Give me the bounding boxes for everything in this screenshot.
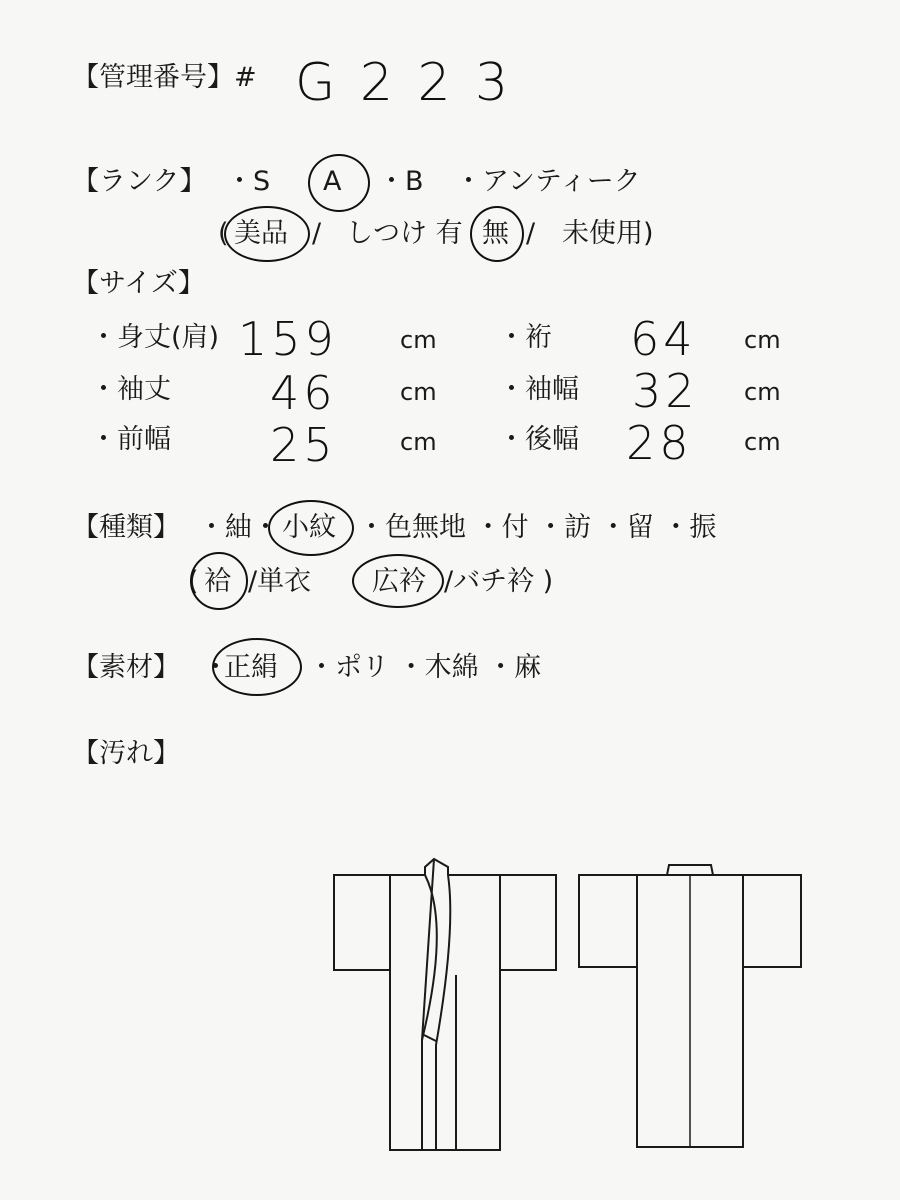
size-row-3-left-unit: cm	[400, 428, 437, 456]
material-dot: ・	[202, 652, 229, 683]
material-label: 【素材】	[72, 652, 180, 683]
kind-tsumugi: ・紬・	[198, 512, 279, 543]
kind-hitoe: /単衣	[248, 566, 312, 597]
size-row-1-right-unit: cm	[744, 326, 781, 354]
rank-option-antique: ・アンティーク	[455, 166, 641, 197]
shitsuke-nashi-circle-mark	[470, 206, 524, 262]
kind-hiroeri: 広衿	[372, 566, 426, 597]
bihin-circle-mark	[224, 206, 310, 262]
management-number-value: G 2 2 3	[295, 53, 513, 113]
kind-paren-open: (	[188, 566, 199, 597]
size-row-3-right-value: 28	[626, 416, 693, 470]
size-row-3-right-unit: cm	[744, 428, 781, 456]
size-row-2-left-unit: cm	[400, 378, 437, 406]
size-row-2-left-value: 46	[270, 366, 337, 420]
kind-others: ・色無地 ・付 ・訪 ・留 ・振	[358, 512, 717, 543]
condition-slash-2: /	[526, 218, 536, 249]
shoken-circle-mark	[212, 638, 302, 696]
condition-unused: 未使用)	[562, 218, 654, 249]
shitsuke-label: しつけ 有	[346, 218, 463, 249]
rank-option-s: ・S	[226, 166, 271, 197]
size-row-1-left-unit: cm	[400, 326, 437, 354]
size-row-2-right-unit: cm	[744, 378, 781, 406]
size-row-2-left-label: ・袖丈	[90, 374, 171, 405]
awase-circle-mark	[190, 552, 248, 610]
condition-bihin: 美品	[234, 218, 288, 249]
kimono-back-diagram	[575, 855, 807, 1155]
shitsuke-nashi: 無	[482, 218, 509, 249]
size-row-1-right-value: 64	[630, 312, 697, 366]
size-label: 【サイズ】	[72, 268, 205, 299]
size-row-3-right-label: ・後幅	[498, 424, 579, 455]
rank-option-a: A	[323, 166, 342, 197]
size-row-3-left-value: 25	[270, 418, 337, 472]
size-row-2-right-value: 32	[632, 364, 699, 418]
size-row-2-right-label: ・袖幅	[498, 374, 579, 405]
komon-circle-mark	[268, 500, 354, 556]
kind-komon: 小紋	[282, 512, 336, 543]
kind-bachieri: /バチ衿 )	[444, 566, 554, 597]
size-row-1-left-value: 159	[238, 312, 338, 366]
material-shoken: 正絹	[224, 652, 278, 683]
kimono-front-diagram	[330, 855, 562, 1155]
condition-slash-1: /	[312, 218, 322, 249]
hiroeri-circle-mark	[352, 554, 444, 608]
rank-option-b: ・B	[378, 166, 424, 197]
management-number-label: 【管理番号】#	[72, 62, 257, 93]
rank-a-circle-mark	[308, 154, 370, 212]
size-row-1-left-label: ・身丈(肩)	[90, 322, 220, 353]
kind-awase: 袷	[204, 566, 231, 597]
rank-label: 【ランク】	[72, 166, 207, 197]
size-row-1-right-label: ・裄	[498, 322, 552, 353]
stain-label: 【汚れ】	[72, 738, 180, 769]
condition-paren-open: (	[218, 218, 229, 249]
material-others: ・ポリ ・木綿 ・麻	[308, 652, 542, 683]
size-row-3-left-label: ・前幅	[90, 424, 171, 455]
kind-label: 【種類】	[72, 512, 180, 543]
